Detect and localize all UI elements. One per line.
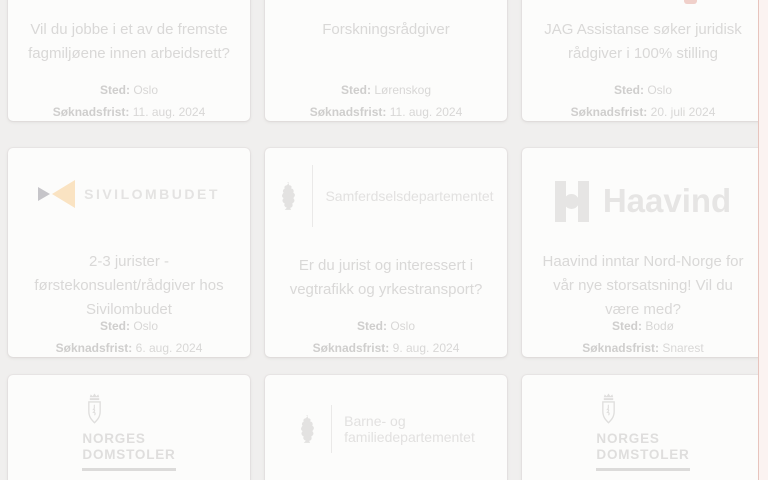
- logo-divider: [312, 165, 313, 227]
- job-title: 2-3 jurister - førstekonsulent/rådgiver hos Sivilombudet: [34, 253, 224, 319]
- norwegian-lion-icon: [297, 414, 319, 444]
- job-location: [614, 82, 672, 99]
- haavind-h-icon: [555, 181, 589, 222]
- location-value: Oslo: [133, 83, 159, 97]
- logo-line-1: NORGES: [82, 431, 146, 446]
- location-label: Sted:: [99, 319, 130, 333]
- jag-logo-fragment-icon: [684, 0, 697, 4]
- haavind-wordmark: Haavind: [602, 182, 732, 220]
- job-card-samferdselsdepartementet[interactable]: [265, 148, 507, 357]
- job-location: [100, 318, 158, 335]
- deadline-value: 6. aug. 2024: [135, 341, 203, 355]
- sivilombudet-arrow-right-icon: [38, 187, 50, 201]
- location-label: Sted:: [611, 319, 642, 333]
- job-card-norges-domstoler-1[interactable]: [8, 375, 250, 480]
- job-location: [357, 318, 415, 335]
- logo-line-1: Barne- og: [344, 413, 406, 429]
- job-title: JAG Assistanse søker juridisk rådgiver i 100% stilling: [544, 21, 742, 62]
- deadline-value: 9. aug. 2024: [392, 341, 460, 355]
- department-name: [344, 413, 475, 445]
- deadline-label: Søknadsfrist:: [312, 341, 390, 355]
- location-label: Sted:: [356, 319, 387, 333]
- job-grid-row-3: [8, 375, 764, 480]
- deadline-value: Snarest: [662, 341, 704, 355]
- job-location: [341, 82, 431, 99]
- deadline-label: Søknadsfrist:: [309, 105, 387, 119]
- job-title: Haavind inntar Nord-Norge for vår nye storsatsning! Vil du være med?: [542, 253, 744, 319]
- job-title: Er du jurist og interessert i vegtrafikk og yrkestransport?: [289, 257, 483, 298]
- coat-of-arms-icon: [600, 391, 617, 428]
- location-value: Oslo: [647, 83, 673, 97]
- job-deadline: [582, 340, 703, 357]
- job-card-arbeidsrett[interactable]: [8, 0, 250, 121]
- norges-domstoler-logo-group: [82, 391, 175, 471]
- job-deadline: [571, 104, 716, 121]
- location-value: Oslo: [133, 319, 159, 333]
- location-label: Sted:: [99, 83, 130, 97]
- sivilombudet-wordmark: SIVILOMBUDET: [84, 186, 220, 203]
- deadline-value: 11. aug. 2024: [132, 105, 206, 119]
- job-deadline: [313, 340, 460, 357]
- norges-domstoler-logo: [8, 391, 250, 471]
- job-card-barne-og-familiedepartementet[interactable]: [265, 375, 507, 480]
- job-deadline: [56, 340, 203, 357]
- deadline-value: 11. aug. 2024: [389, 105, 463, 119]
- deadline-label: Søknadsfrist:: [582, 341, 659, 355]
- location-label: Sted:: [340, 83, 371, 97]
- haavind-bar: [578, 181, 589, 222]
- coat-of-arms-icon: [86, 391, 103, 428]
- logo-line-2: familiedepartementet: [344, 429, 475, 445]
- job-deadline: [310, 104, 463, 121]
- logo-underline: [82, 468, 175, 471]
- job-location: [612, 318, 674, 335]
- department-name: Samferdselsdepartementet: [325, 188, 494, 204]
- job-card-norges-domstoler-2[interactable]: [522, 375, 764, 480]
- job-card-forskningsradgiver[interactable]: [265, 0, 507, 121]
- job-title: Vil du jobbe i et av de fremste fagmiljøene innen arbeidsrett?: [28, 21, 230, 62]
- barne-og-familiedepartementet-logo: [265, 391, 507, 455]
- logo-divider: [331, 405, 332, 453]
- job-card-jag-assistanse[interactable]: [522, 0, 764, 121]
- haavind-dot: [564, 194, 579, 209]
- deadline-label: Søknadsfrist:: [55, 341, 133, 355]
- deadline-label: Søknadsfrist:: [570, 105, 648, 119]
- norges-domstoler-logo: [522, 391, 764, 471]
- government-logo: [297, 405, 475, 453]
- samferdselsdepartementet-logo: [265, 164, 507, 228]
- sivilombudet-logo: [8, 164, 250, 224]
- haavind-logo: [522, 164, 764, 224]
- logo-underline: [596, 468, 689, 471]
- job-deadline: [53, 104, 206, 121]
- norges-domstoler-logo-group: [596, 391, 689, 471]
- location-value: Lørenskog: [374, 83, 432, 97]
- location-value: Oslo: [390, 319, 416, 333]
- job-card-sivilombudet[interactable]: [8, 148, 250, 357]
- norwegian-lion-icon: [278, 181, 300, 211]
- job-card-haavind[interactable]: [522, 148, 764, 357]
- deadline-value: 20. juli 2024: [650, 105, 716, 119]
- logo-line-2: DOMSTOLER: [596, 446, 690, 462]
- sivilombudet-arrow-left-icon: [52, 180, 75, 208]
- logo-line-1: NORGES: [596, 431, 660, 446]
- government-logo: [278, 165, 493, 227]
- haavind-logo-group: [555, 181, 731, 222]
- job-location: [100, 82, 158, 99]
- location-label: Sted:: [613, 83, 644, 97]
- logo-line-2: DOMSTOLER: [82, 446, 176, 462]
- job-grid-row-1: [8, 0, 764, 121]
- scrollbar[interactable]: [758, 0, 768, 480]
- location-value: Bodø: [645, 319, 675, 333]
- deadline-label: Søknadsfrist:: [52, 105, 130, 119]
- job-grid-row-2: [8, 148, 764, 357]
- job-title: Forskningsrådgiver: [322, 21, 450, 38]
